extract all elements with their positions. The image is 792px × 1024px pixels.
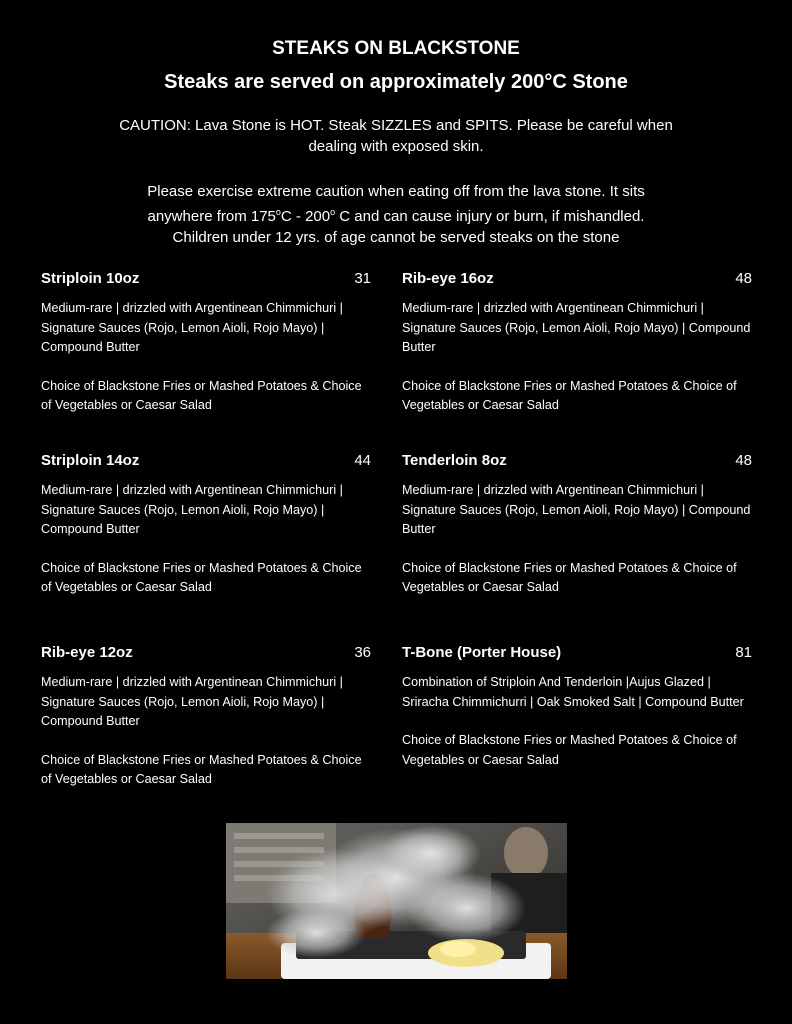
item-price: 36 bbox=[354, 644, 371, 661]
caution-notice: CAUTION: Lava Stone is HOT. Steak SIZZLES and SPITS. Please be careful when dealing with exposed skin. bbox=[119, 117, 673, 155]
item-sides: Choice of Blackstone Fries or Mashed Potatoes & Choice of Vegetables or Caesar Salad bbox=[41, 378, 362, 413]
item-description: Medium-rare | drizzled with Argentinean Chimmichuri | Signature Sauces (Rojo, Lemon Aioli, Rojo Mayo) | Compound Butter bbox=[402, 301, 751, 355]
menu-item-t-bone bbox=[402, 644, 752, 770]
menu-item-striploin-10oz bbox=[41, 270, 371, 416]
warning-line-1: Please exercise extreme caution when eating off from the lava stone. It sits bbox=[147, 183, 645, 200]
item-name: T-Bone (Porter House) bbox=[402, 644, 562, 661]
menu-title: STEAKS ON BLACKSTONE bbox=[272, 38, 520, 59]
item-name: Rib-eye 12oz bbox=[41, 644, 133, 661]
menu-item-tenderloin-8oz bbox=[402, 452, 752, 598]
item-price: 48 bbox=[735, 452, 752, 469]
menu-subtitle: Steaks are served on approximately 200°C Stone bbox=[164, 71, 628, 93]
steak-on-stone-photo bbox=[226, 823, 567, 979]
item-description: Medium-rare | drizzled with Argentinean Chimmichuri | Signature Sauces (Rojo, Lemon Aioli, Rojo Mayo) | Compound Butter bbox=[41, 483, 343, 537]
photo-illustration bbox=[226, 823, 567, 979]
item-description: Medium-rare | drizzled with Argentinean Chimmichuri | Signature Sauces (Rojo, Lemon Aioli, Rojo Mayo) | Compound Butter bbox=[41, 675, 343, 729]
item-name: Tenderloin 8oz bbox=[402, 452, 507, 469]
item-sides: Choice of Blackstone Fries or Mashed Potatoes & Choice of Vegetables or Caesar Salad bbox=[402, 378, 737, 413]
item-price: 48 bbox=[735, 270, 752, 287]
item-description: Medium-rare | drizzled with Argentinean Chimmichuri | Signature Sauces (Rojo, Lemon Aioli, Rojo Mayo) | Compound Butter bbox=[402, 483, 751, 537]
menu-item-rib-eye-12oz bbox=[41, 644, 371, 790]
item-sides: Choice of Blackstone Fries or Mashed Potatoes & Choice of Vegetables or Caesar Salad bbox=[402, 733, 737, 767]
item-name: Striploin 10oz bbox=[41, 270, 140, 287]
item-price: 44 bbox=[354, 452, 371, 469]
menu-item-striploin-14oz bbox=[41, 452, 371, 598]
stone-warning bbox=[96, 181, 696, 248]
warning-line-3: Children under 12 yrs. of age cannot be served steaks on the stone bbox=[172, 229, 620, 246]
warning-line-2: anywhere from 175$^o$C - 200$^o$ C and can cause injury or burn, if mishandled. bbox=[147, 207, 645, 225]
item-name: Striploin 14oz bbox=[41, 452, 140, 469]
item-sides: Choice of Blackstone Fries or Mashed Potatoes & Choice of Vegetables or Caesar Salad bbox=[41, 752, 362, 787]
item-price: 81 bbox=[735, 644, 752, 661]
menu-item-rib-eye-16oz bbox=[402, 270, 752, 416]
item-sides: Choice of Blackstone Fries or Mashed Potatoes & Choice of Vegetables or Caesar Salad bbox=[41, 560, 362, 595]
item-name: Rib-eye 16oz bbox=[402, 270, 494, 287]
item-sides: Choice of Blackstone Fries or Mashed Potatoes & Choice of Vegetables or Caesar Salad bbox=[402, 560, 737, 595]
item-description: Combination of Striploin And Tenderloin |Aujus Glazed | Sriracha Chimmichurri | Oak Smoked Salt | Compound Butter bbox=[402, 675, 744, 709]
item-price: 31 bbox=[354, 270, 371, 287]
item-description: Medium-rare | drizzled with Argentinean Chimmichuri | Signature Sauces (Rojo, Lemon Aioli, Rojo Mayo) | Compound Butter bbox=[41, 301, 343, 355]
